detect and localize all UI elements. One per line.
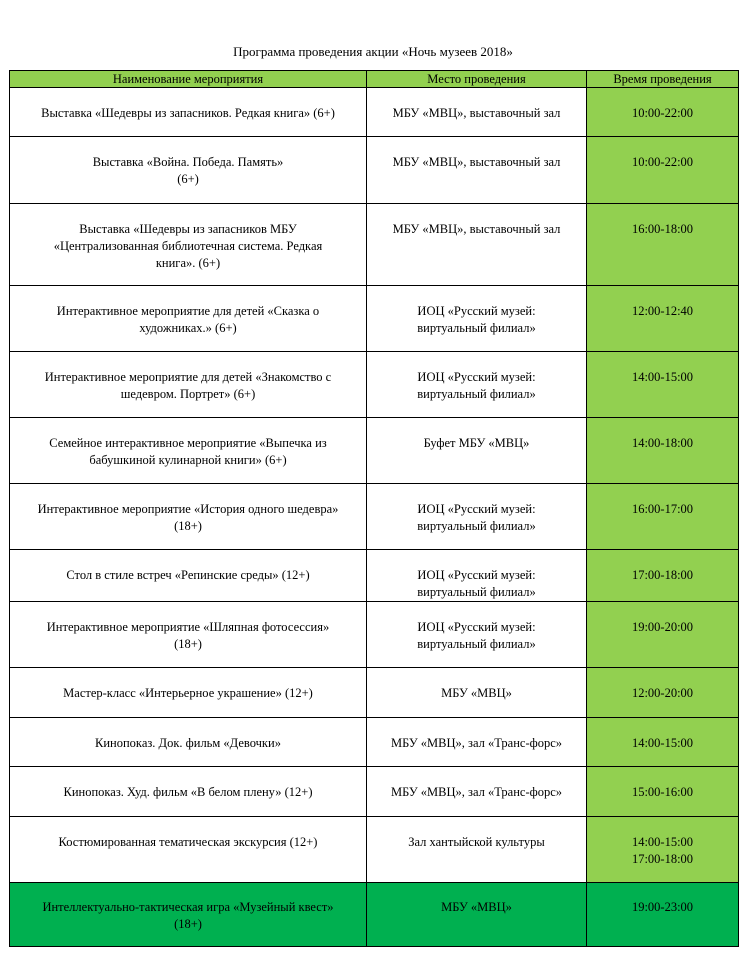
cell-event-name (10, 88, 367, 137)
cell-event-time-line: 19:00-20:00 (631, 620, 694, 634)
cell-event-place-line: МБУ «МВЦ», зал «Транс-форс» (390, 785, 563, 799)
cell-event-time (587, 883, 739, 947)
cell-event-time-line: 10:00-22:00 (631, 106, 694, 120)
cell-event-name (10, 137, 367, 204)
table-row (10, 484, 739, 550)
cell-event-name-line: (18+) (174, 917, 202, 931)
cell-event-name-line: Выставка «Шедевры из запасников. Редкая книга» (6+) (41, 106, 335, 120)
table-row (10, 88, 739, 137)
cell-event-time-line: 14:00-15:00 (631, 835, 694, 849)
cell-event-place (367, 484, 587, 550)
cell-event-name-line: бабушкиной кулинарной книги» (6+) (89, 453, 287, 467)
cell-event-time (587, 418, 739, 484)
cell-event-name (10, 204, 367, 286)
cell-event-time-line: 10:00-22:00 (631, 155, 694, 169)
table-row (10, 883, 739, 947)
cell-event-name-line: художниках.» (6+) (139, 321, 237, 335)
cell-event-time (587, 602, 739, 668)
cell-event-time-line: 14:00-18:00 (631, 436, 694, 450)
cell-event-time-line: 12:00-20:00 (631, 686, 694, 700)
cell-event-place-line: виртуальный филиал» (417, 387, 536, 401)
table-row (10, 668, 739, 718)
cell-event-name-line: Выставка «Шедевры из запасников МБУ (79, 222, 297, 236)
events-table (9, 70, 739, 947)
table-row (10, 767, 739, 817)
cell-event-name-line: Интерактивное мероприятие для детей «Сказка о (56, 304, 320, 318)
cell-event-place (367, 204, 587, 286)
cell-event-name-line: (18+) (174, 519, 202, 533)
cell-event-name-line: книга». (6+) (155, 256, 221, 270)
table-row (10, 550, 739, 602)
cell-event-name (10, 718, 367, 767)
cell-event-place-line: Буфет МБУ «МВЦ» (423, 436, 530, 450)
table-row (10, 137, 739, 204)
page-title: Программа проведения акции «Ночь музеев 2018» (233, 44, 513, 59)
cell-event-time-line: 19:00-23:00 (631, 900, 694, 914)
cell-event-name (10, 883, 367, 947)
cell-event-time-line: 16:00-18:00 (631, 222, 694, 236)
cell-event-name (10, 668, 367, 718)
table-row (10, 286, 739, 352)
cell-event-name-line: (6+) (177, 172, 199, 186)
cell-event-name-line: Кинопоказ. Худ. фильм «В белом плену» (12+) (63, 785, 313, 799)
cell-event-name (10, 602, 367, 668)
cell-event-time (587, 88, 739, 137)
cell-event-time-line: 12:00-12:40 (631, 304, 694, 318)
cell-event-place-line: виртуальный филиал» (417, 321, 536, 335)
cell-event-name-line: Стол в стиле встреч «Репинские среды» (12+) (66, 568, 310, 582)
cell-event-place-line: МБУ «МВЦ», зал «Транс-форс» (390, 736, 563, 750)
cell-event-place-line: МБУ «МВЦ» (441, 900, 512, 914)
cell-event-place-line: МБУ «МВЦ» (441, 686, 512, 700)
cell-event-name-line: Интерактивное мероприятие «Шляпная фотосессия» (46, 620, 330, 634)
cell-event-name-line: шедевром. Портрет» (6+) (120, 387, 256, 401)
header-name: Наименование мероприятия (10, 71, 367, 88)
cell-event-name (10, 550, 367, 602)
cell-event-time (587, 137, 739, 204)
cell-event-name-line: Кинопоказ. Док. фильм «Девочки» (95, 736, 281, 750)
cell-event-name-line: «Централизованная библиотечная система. Редкая (53, 239, 323, 253)
table-row (10, 817, 739, 883)
cell-event-time-line: 14:00-15:00 (631, 736, 694, 750)
cell-event-time-line: 14:00-15:00 (631, 370, 694, 384)
cell-event-place (367, 550, 587, 602)
cell-event-place-line: МБУ «МВЦ», выставочный зал (392, 106, 561, 120)
cell-event-place (367, 602, 587, 668)
cell-event-time (587, 204, 739, 286)
cell-event-name (10, 817, 367, 883)
cell-event-time (587, 352, 739, 418)
cell-event-name-line: (18+) (174, 637, 202, 651)
header-time: Время проведения (587, 71, 739, 88)
cell-event-time (587, 484, 739, 550)
cell-event-place-line: виртуальный филиал» (417, 637, 536, 651)
cell-event-place (367, 418, 587, 484)
cell-event-place (367, 883, 587, 947)
table-row (10, 352, 739, 418)
cell-event-place-line: ИОЦ «Русский музей: (417, 502, 536, 516)
cell-event-name (10, 484, 367, 550)
cell-event-time-line: 15:00-16:00 (631, 785, 694, 799)
cell-event-name-line: Мастер-класс «Интерьерное украшение» (12+) (63, 686, 313, 700)
cell-event-place (367, 286, 587, 352)
cell-event-name (10, 767, 367, 817)
cell-event-place-line: виртуальный филиал» (417, 585, 536, 599)
cell-event-time (587, 718, 739, 767)
cell-event-time-line: 17:00-18:00 (631, 568, 694, 582)
cell-event-name-line: Интерактивное мероприятие для детей «Знакомство с (44, 370, 332, 384)
header-place: Место проведения (367, 71, 587, 88)
cell-event-name-line: Интерактивное мероприятие «История одного шедевра» (37, 502, 339, 516)
cell-event-place-line: ИОЦ «Русский музей: (417, 568, 536, 582)
cell-event-place-line: ИОЦ «Русский музей: (417, 370, 536, 384)
cell-event-place (367, 817, 587, 883)
cell-event-name (10, 352, 367, 418)
cell-event-time (587, 550, 739, 602)
cell-event-time-line: 16:00-17:00 (631, 502, 694, 516)
cell-event-time (587, 668, 739, 718)
cell-event-name (10, 418, 367, 484)
table-row (10, 602, 739, 668)
cell-event-time-line: 17:00-18:00 (631, 852, 694, 866)
cell-event-place-line: ИОЦ «Русский музей: (417, 304, 536, 318)
cell-event-place-line: Зал хантыйской культуры (408, 835, 545, 849)
cell-event-time (587, 286, 739, 352)
cell-event-place (367, 352, 587, 418)
table-row (10, 204, 739, 286)
cell-event-time (587, 817, 739, 883)
cell-event-time (587, 767, 739, 817)
cell-event-place (367, 718, 587, 767)
cell-event-name-line: Костюмированная тематическая экскурсия (12+) (58, 835, 318, 849)
cell-event-place-line: МБУ «МВЦ», выставочный зал (392, 222, 561, 236)
cell-event-name-line: Интеллектуально-тактическая игра «Музейный квест» (42, 900, 334, 914)
cell-event-place (367, 668, 587, 718)
table-row (10, 718, 739, 767)
cell-event-place (367, 88, 587, 137)
table-row (10, 418, 739, 484)
cell-event-place-line: ИОЦ «Русский музей: (417, 620, 536, 634)
cell-event-name (10, 286, 367, 352)
cell-event-place (367, 137, 587, 204)
cell-event-place-line: виртуальный филиал» (417, 519, 536, 533)
cell-event-name-line: Семейное интерактивное мероприятие «Выпечка из (49, 436, 327, 450)
cell-event-name-line: Выставка «Война. Победа. Память» (92, 155, 284, 169)
cell-event-place (367, 767, 587, 817)
cell-event-place-line: МБУ «МВЦ», выставочный зал (392, 155, 561, 169)
table-header-row (10, 71, 739, 88)
